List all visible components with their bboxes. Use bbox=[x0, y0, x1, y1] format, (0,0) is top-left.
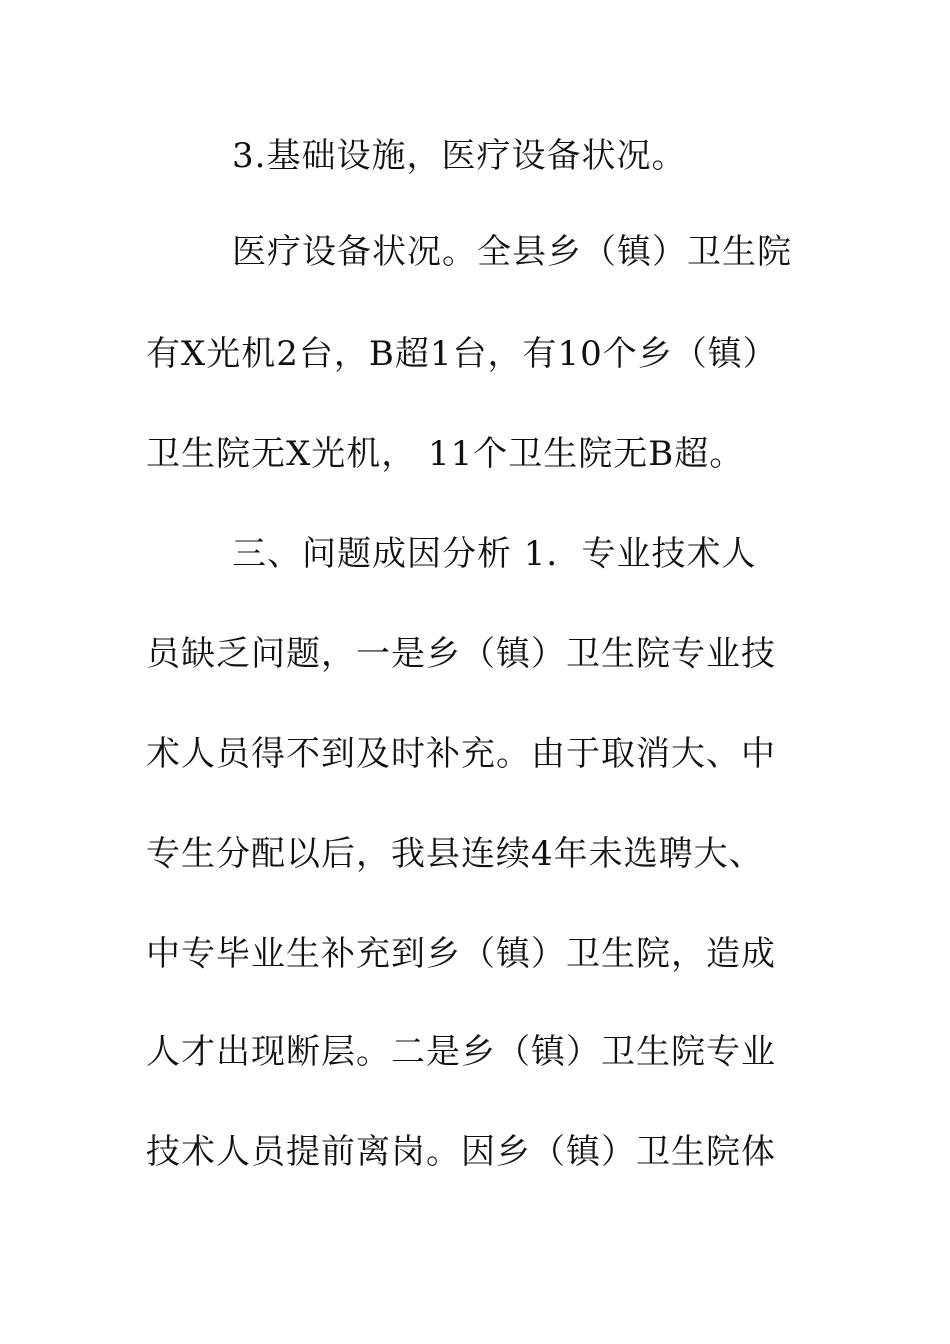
paragraph-line: 术人员得不到及时补充。由于取消大、中 bbox=[146, 734, 776, 774]
paragraph-line: 有X光机2台，B超1台，有10个乡（镇） bbox=[146, 334, 778, 374]
section-heading-infrastructure: 3.基础设施，医疗设备状况。 bbox=[232, 136, 687, 176]
section-heading-cause-analysis: 三、问题成因分析 1．专业技术人 bbox=[232, 534, 757, 574]
paragraph-line: 中专毕业生补充到乡（镇）卫生院，造成 bbox=[146, 934, 776, 974]
paragraph-line: 员缺乏问题，一是乡（镇）卫生院专业技 bbox=[146, 634, 776, 674]
paragraph-line: 技术人员提前离岗。因乡（镇）卫生院体 bbox=[146, 1132, 776, 1172]
paragraph-line: 专生分配以后，我县连续4年未选聘大、 bbox=[146, 834, 764, 874]
paragraph-line: 医疗设备状况。全县乡（镇）卫生院 bbox=[232, 232, 792, 272]
paragraph-line: 卫生院无X光机， 11个卫生院无B超。 bbox=[146, 434, 745, 474]
paragraph-line: 人才出现断层。二是乡（镇）卫生院专业 bbox=[146, 1032, 776, 1072]
